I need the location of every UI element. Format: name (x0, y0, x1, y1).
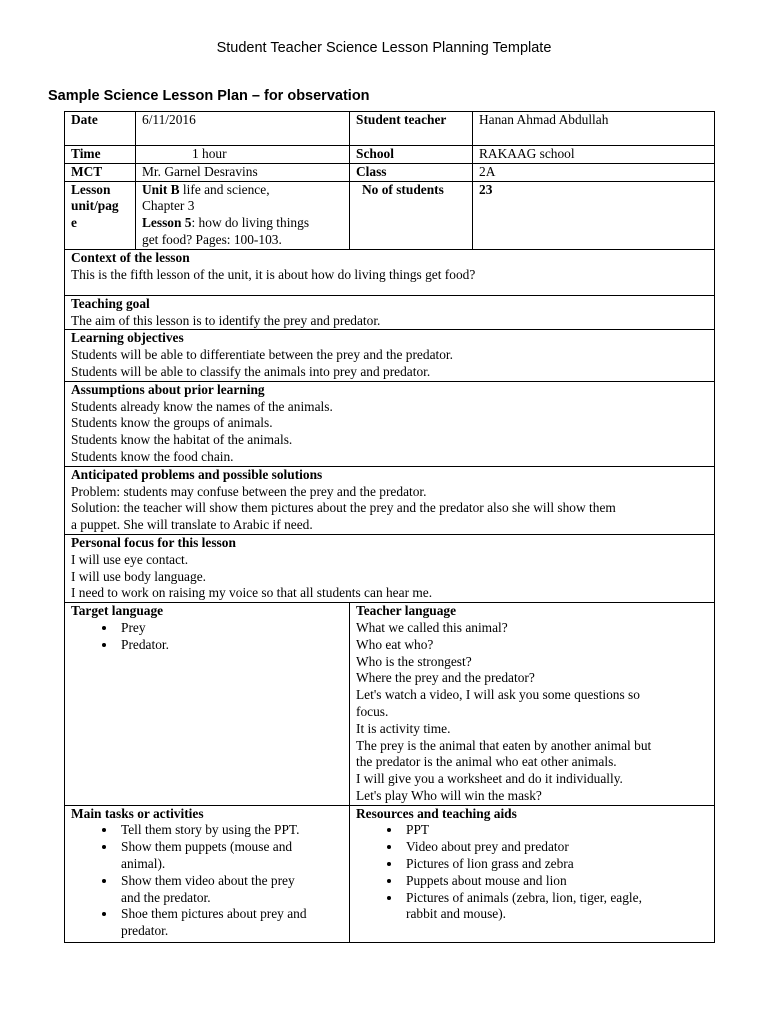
target-language-list (71, 620, 343, 654)
row-personal-focus (65, 534, 715, 602)
teacher-language-line: focus. (356, 703, 389, 719)
teacher-language-line: the predator is the animal who eat other animals. (356, 754, 617, 770)
row-tasks-resources (65, 805, 715, 942)
main-task-item (117, 839, 343, 873)
assumptions-section (65, 381, 715, 466)
teacher-language-line: It is activity time. (356, 720, 451, 736)
main-tasks-section (65, 805, 350, 942)
resource-line: • PPT (406, 822, 430, 838)
resource-line: rabbit and mouse). (406, 906, 507, 922)
date-value: 6/11/2016 (136, 112, 350, 146)
resource-item (402, 873, 708, 890)
personal-focus-line: I will use eye contact. (71, 551, 189, 567)
page-header-title: Student Teacher Science Lesson Planning Template (216, 40, 552, 56)
teacher-language-line: Let's play Who will win the mask? (356, 787, 542, 803)
main-task-line: • Tell them story by using the PPT. (121, 822, 300, 838)
teacher-language-heading: Teacher language (356, 603, 457, 619)
resource-line: • Puppets about mouse and lion (406, 872, 567, 888)
row-date (65, 112, 715, 146)
resource-item (402, 890, 708, 924)
lesson-pages-line: get food? Pages: 100-103. (142, 231, 282, 247)
lesson-topic: : how do living things (191, 215, 310, 231)
personal-focus-section (65, 534, 715, 602)
main-tasks-heading: Main tasks or activities (71, 805, 204, 821)
teacher-language-line: Let's watch a video, I will ask you some questions so (356, 687, 640, 703)
unit-name: Unit B (142, 181, 180, 197)
row-language (65, 603, 715, 806)
row-time (65, 146, 715, 164)
row-learning-objectives (65, 330, 715, 381)
class-value: 2A (473, 163, 715, 181)
time-label: Time (65, 146, 136, 164)
teacher-language-line: Where the prey and the predator? (356, 670, 535, 686)
row-mct (65, 163, 715, 181)
lesson-unit-label-line: unit/pag (71, 198, 119, 214)
student-teacher-value: Hanan Ahmad Abdullah (473, 112, 715, 146)
row-assumptions (65, 381, 715, 466)
mct-value: Mr. Garnel Desravins (136, 163, 350, 181)
resource-line: • Pictures of animals (zebra, lion, tiger, eagle, (406, 889, 642, 905)
lesson-unit-label-line: e (71, 215, 77, 231)
lesson-plan-subtitle: Sample Science Lesson Plan – for observation (48, 88, 370, 104)
main-task-line: • Show them video about the prey (121, 872, 295, 888)
main-task-item (117, 873, 343, 907)
unit-line (142, 182, 343, 199)
teacher-language-section (350, 603, 715, 806)
mct-label: MCT (65, 163, 136, 181)
context-text: This is the fifth lesson of the unit, it is about how do living things get food? (71, 266, 476, 282)
solution-line: a puppet. She will translate to Arabic if need. (71, 517, 313, 533)
context-heading: Context of the lesson (71, 249, 190, 265)
teaching-goal-section (65, 295, 715, 330)
personal-focus-line: I need to work on raising my voice so that all students can hear me. (71, 585, 433, 601)
lesson-number: Lesson 5 (142, 215, 192, 231)
main-task-line: and the predator. (121, 889, 211, 905)
resources-heading: Resources and teaching aids (356, 805, 517, 821)
learning-objective-line: Students will be able to differentiate between the prey and the predator. (71, 347, 453, 363)
lesson-unit-value (136, 181, 350, 249)
target-language-heading: Target language (71, 603, 164, 619)
context-section (65, 249, 715, 295)
lesson-unit-label-line: Lesson (71, 181, 111, 197)
resource-line: • Pictures of lion grass and zebra (406, 856, 574, 872)
assumption-line: Students already know the names of the animals. (71, 398, 333, 414)
class-label: Class (350, 163, 473, 181)
row-lesson-unit (65, 181, 715, 249)
teacher-language-line: Who is the strongest? (356, 653, 472, 669)
teacher-language-line: I will give you a worksheet and do it individually. (356, 771, 623, 787)
teaching-goal-heading: Teaching goal (71, 295, 150, 311)
personal-focus-line: I will use body language. (71, 568, 206, 584)
teacher-language-line: What we called this animal? (356, 619, 508, 635)
resource-line: • Video about prey and predator (406, 839, 569, 855)
row-context (65, 249, 715, 295)
target-language-section (65, 603, 350, 806)
row-teaching-goal (65, 295, 715, 330)
no-of-students-label: No of students (350, 181, 473, 249)
resource-item (402, 839, 708, 856)
teacher-language-line: Who eat who? (356, 636, 434, 652)
resources-list (356, 822, 708, 923)
problems-section (65, 466, 715, 534)
main-tasks-list (71, 822, 343, 940)
main-task-line: animal). (121, 856, 166, 872)
time-value: 1 hour (136, 146, 350, 164)
main-task-line: predator. (121, 923, 169, 939)
learning-objectives-heading: Learning objectives (71, 330, 184, 346)
main-task-item (117, 822, 343, 839)
lesson-plan-table (64, 111, 715, 943)
problem-line: Problem: students may confuse between the prey and the predator. (71, 483, 427, 499)
date-label: Date (65, 112, 136, 146)
resource-item (402, 822, 708, 839)
personal-focus-heading: Personal focus for this lesson (71, 534, 236, 550)
target-language-item: • Predator. (117, 637, 343, 654)
lesson-line (142, 215, 343, 232)
main-task-line: • Shoe them pictures about prey and (121, 906, 307, 922)
student-teacher-label: Student teacher (350, 112, 473, 146)
lesson-unit-label (65, 181, 136, 249)
chapter-line: Chapter 3 (142, 198, 195, 214)
assumption-line: Students know the groups of animals. (71, 415, 273, 431)
school-label: School (350, 146, 473, 164)
solution-line: Solution: the teacher will show them pictures about the prey and the predator also she will show them (71, 500, 616, 516)
assumption-line: Students know the habitat of the animals. (71, 432, 293, 448)
no-of-students-value: 23 (473, 181, 715, 249)
main-task-item (117, 906, 343, 940)
main-task-line: • Show them puppets (mouse and (121, 839, 293, 855)
row-problems (65, 466, 715, 534)
teacher-language-line: The prey is the animal that eaten by another animal but (356, 737, 652, 753)
teaching-goal-text: The aim of this lesson is to identify the prey and predator. (71, 312, 381, 328)
unit-topic: life and science, (179, 181, 270, 197)
assumptions-heading: Assumptions about prior learning (71, 381, 265, 397)
resource-item (402, 856, 708, 873)
assumption-line: Students know the food chain. (71, 448, 234, 464)
learning-objectives-section (65, 330, 715, 381)
target-language-item: • Prey (117, 620, 343, 637)
resources-section (350, 805, 715, 942)
learning-objective-line: Students will be able to classify the animals into prey and predator. (71, 363, 431, 379)
school-value: RAKAAG school (473, 146, 715, 164)
problems-heading: Anticipated problems and possible solutions (71, 466, 323, 482)
